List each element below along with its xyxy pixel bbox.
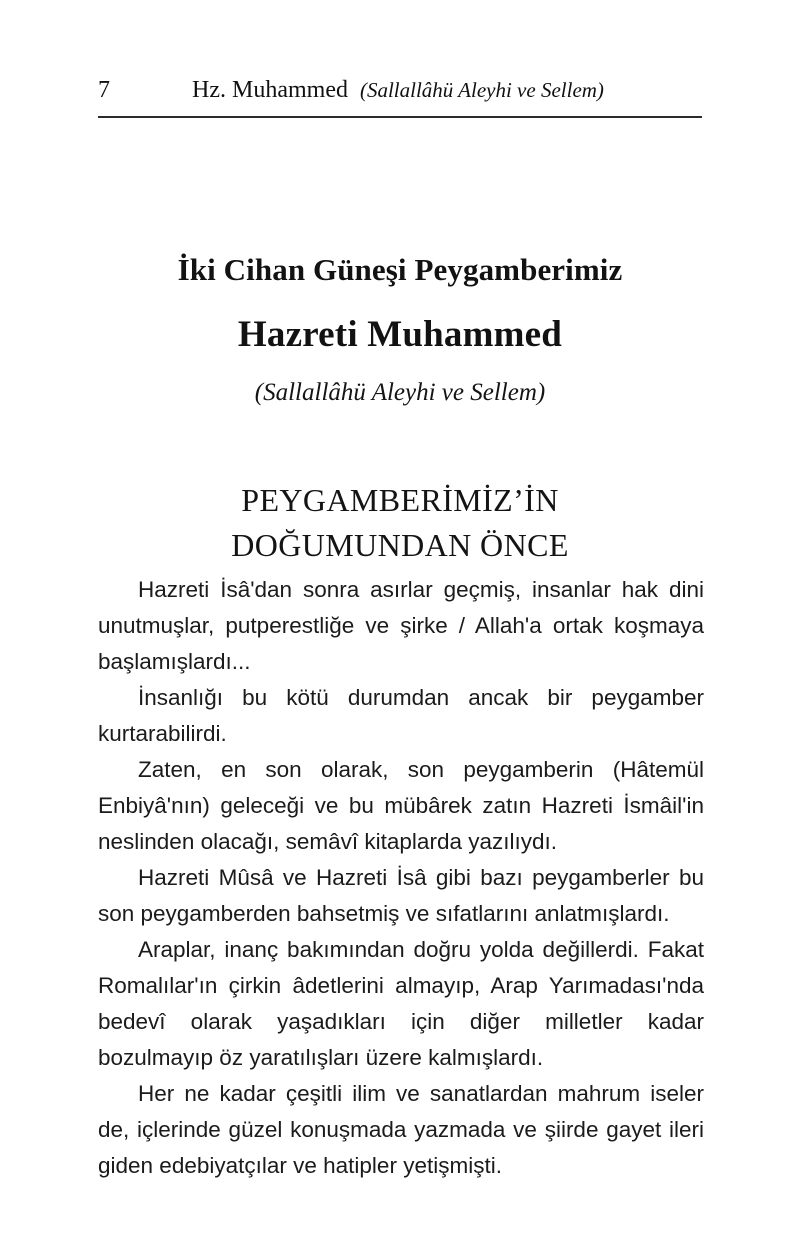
paragraph: Her ne kadar çeşitli ilim ve sanatlardan mahrum iseler de, içlerinde güzel konuşmada yazmada ve şiirde gayet ileri giden edebiyatçılar ve hatipler yetişmişti. [98, 1081, 704, 1178]
paragraph: Hazreti İsâ'dan sonra asırlar geçmiş, insanlar hak dini unutmuşlar, putperestliğe ve şirke / Allah'a ortak koşmaya başlamışlardı... [98, 577, 704, 674]
paragraph: Zaten, en son olarak, son peygamberin (Hâtemül Enbiyâ'nın) geleceği ve bu mübârek zatın Hazreti İsmâil'in neslinden olacağı, semâvî kitaplarda yazılıydı. [98, 757, 704, 854]
header-divider [98, 116, 702, 118]
running-head-title: Hz. Muhammed [192, 77, 348, 103]
section-heading [98, 478, 702, 568]
page-number: 7 [98, 77, 110, 103]
paragraph: Hazreti Mûsâ ve Hazreti İsâ gibi bazı peygamberler bu son peygamberden bahsetmiş ve sıfatlarını anlatmışlardı. [98, 865, 704, 926]
section-heading-line-2: DOĞUMUNDAN ÖNCE [231, 527, 569, 563]
title-honorific: (Sallallâhü Aleyhi ve Sellem) [254, 379, 546, 406]
book-title-line-2: Hazreti Muhammed [237, 314, 563, 355]
paragraph: Araplar, inanç bakımından doğru yolda değillerdi. Fakat Romalılar'ın çirkin âdetlerini almayıp, Arap Yarımadası'nda bedevî olarak yaşadıkları için diğer milletler kadar bozulmayıp öz yaratılışları üzere kalmışlardı. [98, 937, 704, 1070]
section-heading-line-1: PEYGAMBERİMİZ’İN [241, 482, 559, 518]
book-title-line-1: İki Cihan Güneşi Peygamberimiz [177, 252, 623, 287]
running-head [98, 76, 702, 110]
running-head-honorific: (Sallallâhü Aleyhi ve Sellem) [359, 78, 604, 102]
paragraph: İnsanlığı bu kötü durumdan ancak bir peygamber kurtarabilirdi. [98, 685, 704, 746]
title-block [98, 250, 702, 410]
body-copy [98, 572, 704, 1184]
